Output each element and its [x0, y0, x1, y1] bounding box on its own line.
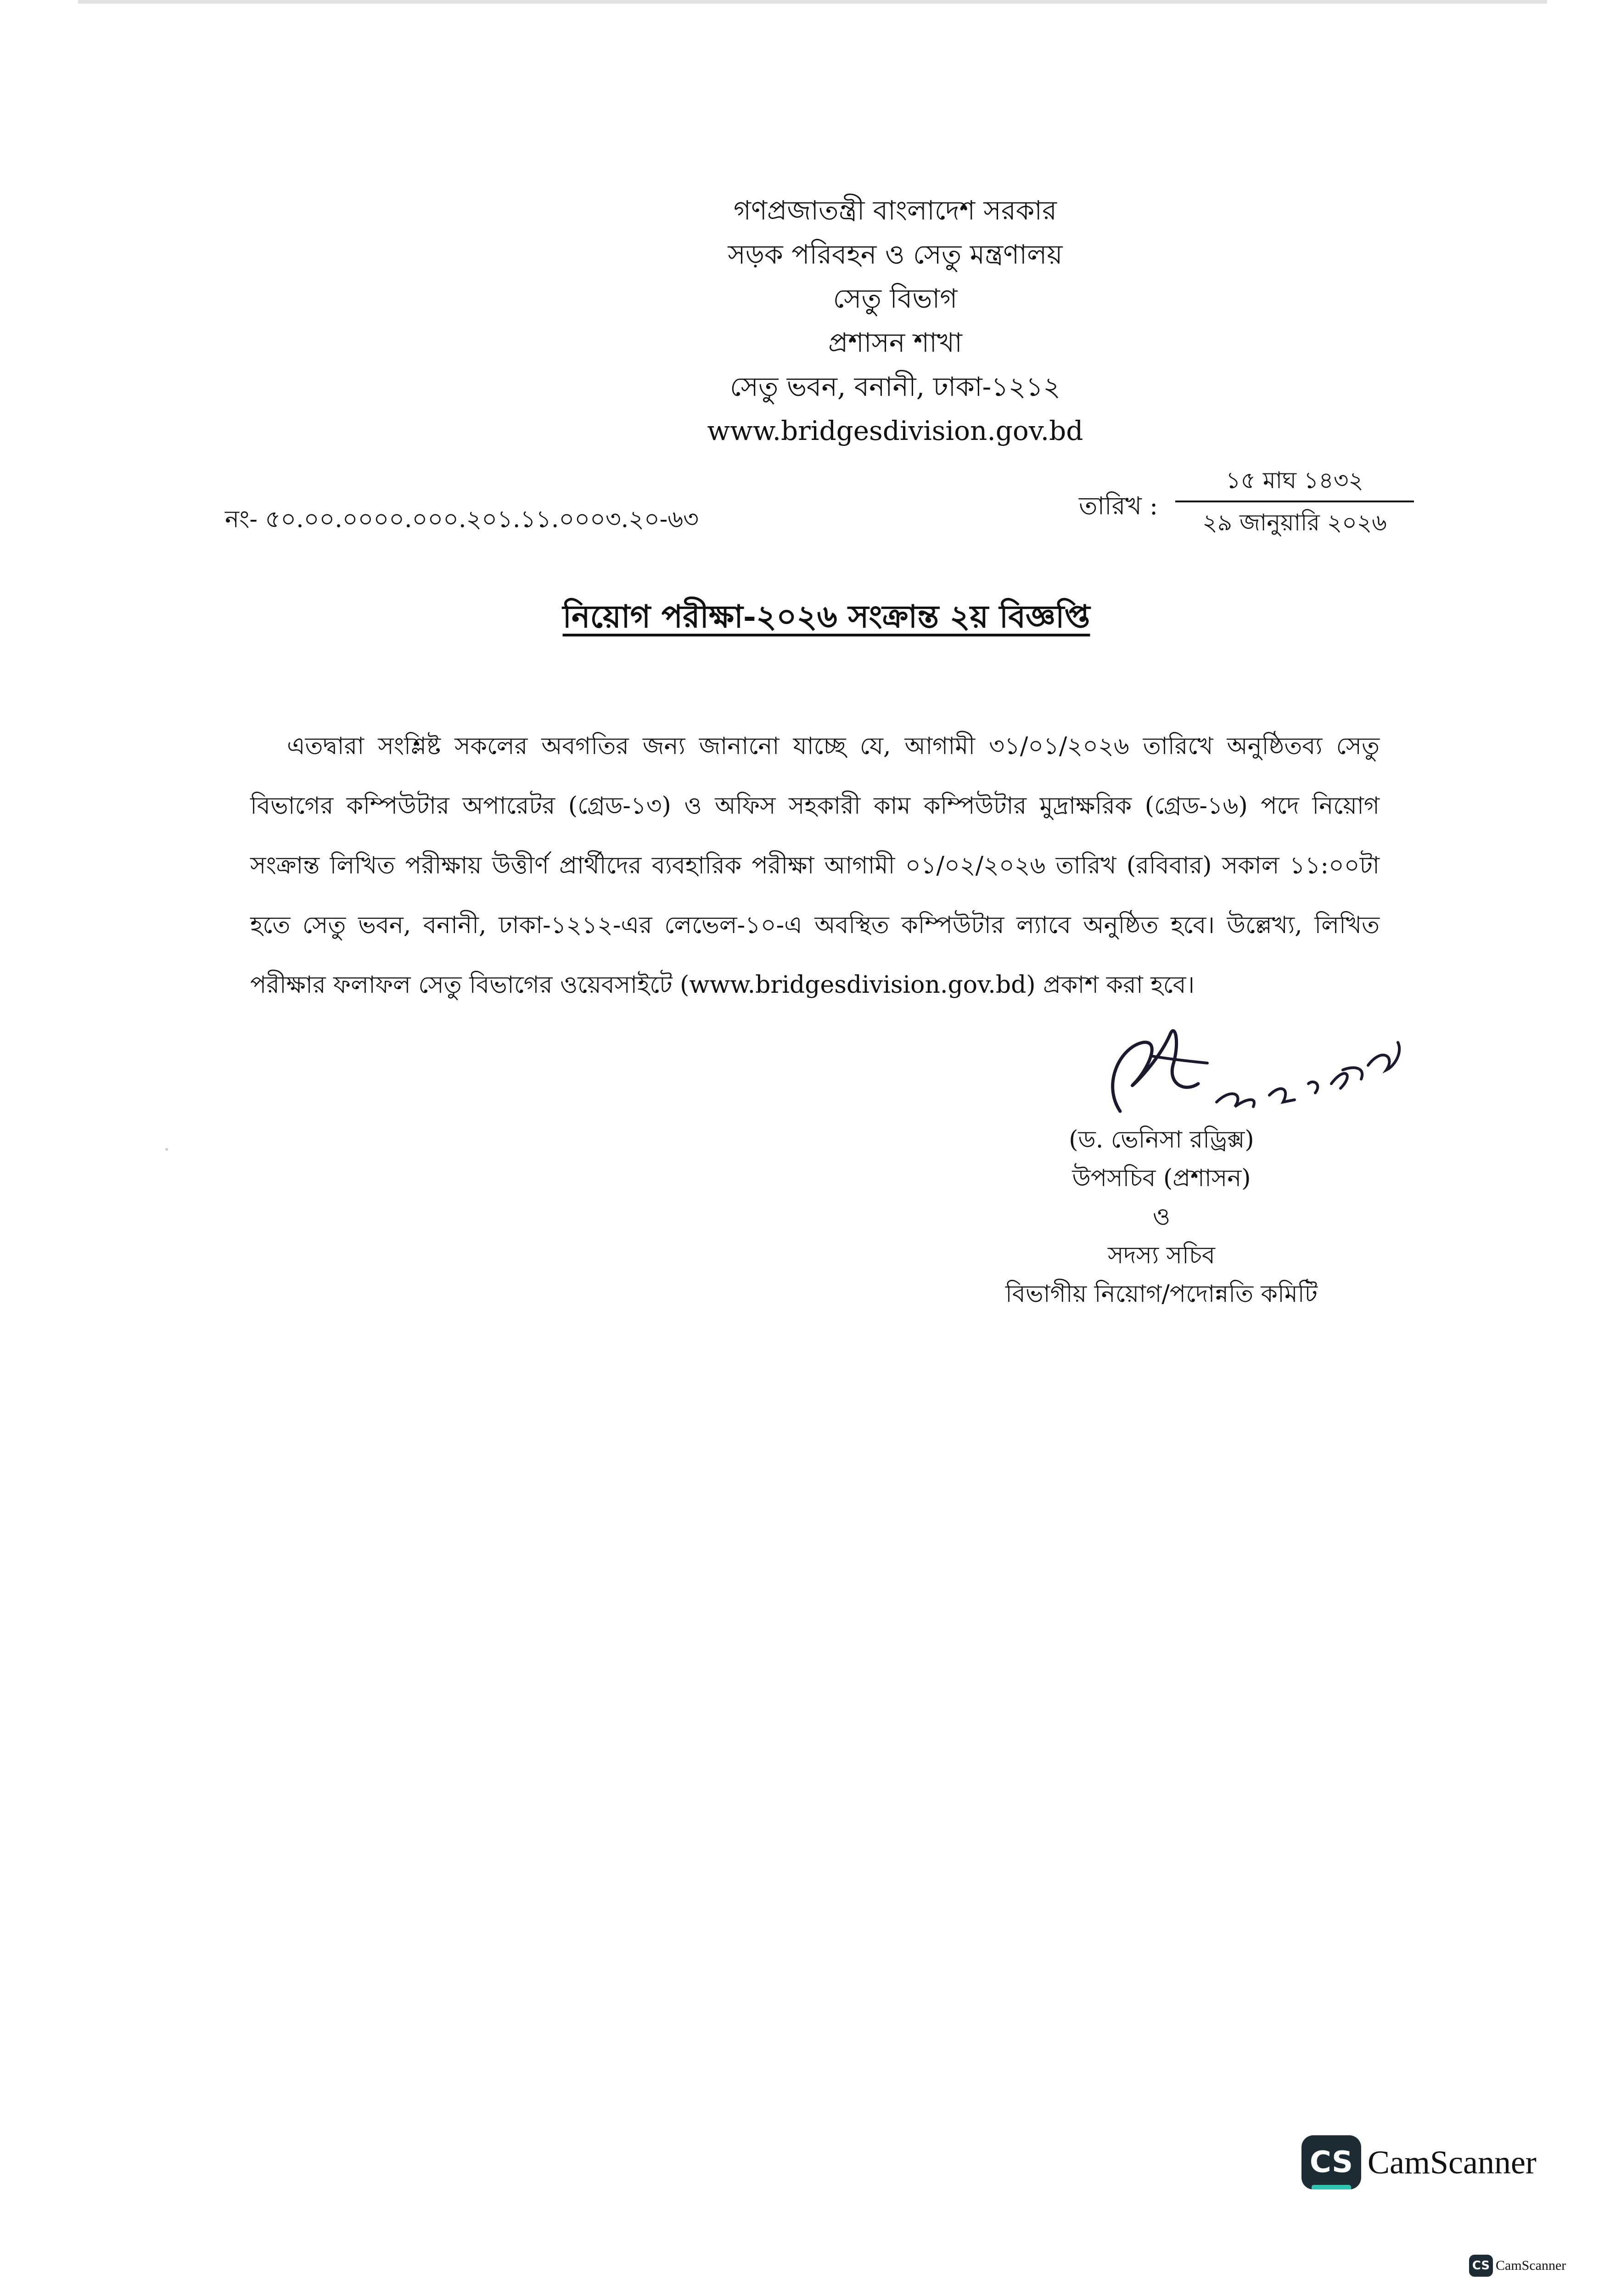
camscanner-small-logo-icon: CS [1469, 2255, 1493, 2277]
scan-speck [165, 1148, 168, 1151]
signatory-role: সদস্য সচিব [1108, 1242, 1215, 1269]
government-name: গণপ্রজাতন্ত্রী বাংলাদেশ সরকার [733, 195, 1057, 226]
ministry-name: সড়ক পরিবহন ও সেতু মন্ত্রণালয় [728, 239, 1063, 270]
camscanner-watermark [1301, 2135, 1537, 2189]
signatory-block [955, 1120, 1368, 1313]
signatory-name: (ড. ভেনিসা রড্রিক্স) [1069, 1126, 1254, 1154]
signatory-committee: বিভাগীয় নিয়োগ/পদোন্নতি কমিটি [1005, 1280, 1318, 1308]
division-name: সেতু বিভাগ [833, 283, 958, 314]
letterhead [519, 188, 1272, 453]
camscanner-small-watermark [1469, 2255, 1566, 2277]
date-english: ২৯ জানুয়ারি ২০২৬ [1202, 509, 1387, 536]
date-bangla: ১৫ মাঘ ১৪৩২ [1175, 464, 1414, 502]
signatory-designation: উপসচিব (প্রশাসন) [1072, 1165, 1251, 1192]
office-address: সেতু ভবন, বনানী, ঢাকা-১২১২ [730, 371, 1060, 402]
branch-name: প্রশাসন শাখা [828, 327, 962, 358]
notice-body: এতদ্বারা সংশ্লিষ্ট সকলের অবগতির জন্য জানানো যাচ্ছে যে, আগামী ৩১/০১/২০২৬ তারিখে অনুষ্ঠিতব্য সেতু বিভাগের কম্পিউটার অপারেটর (গ্রেড-১৩) ও অফিস সহকারী কাম কম্পিউটার মুদ্রাক্ষরিক (গ্রেড-১৬) পদে নিয়োগ সংক্রান্ত লিখিত পরীক্ষায় উত্তীর্ণ প্রার্থীদের ব্যবহারিক পরীক্ষা আগামী ০১/০২/২০২৬ তারিখ (রবিবার) সকাল ১১:০০টা হতে সেতু ভবন, বনানী, ঢাকা-১২১২-এর লেভেল-১০-এ অবস্থিত কম্পিউটার ল্যাবে অনুষ্ঠিত হবে। উল্লেখ্য, লিখিত পরীক্ষার ফলাফল সেতু বিভাগের ওয়েবসাইটে (www.bridgesdivision.gov.bd) প্রকাশ করা হবে। [250, 732, 1380, 999]
notice-title: নিয়োগ পরীক্ষা-২০২৬ সংক্রান্ত ২য় বিজ্ঞপ্তি [562, 598, 1090, 635]
camscanner-name: CamScanner [1368, 2144, 1537, 2181]
handwritten-signature [1093, 1015, 1405, 1125]
camscanner-logo-icon: CS [1301, 2135, 1361, 2189]
website-url: www.bridgesdivision.gov.bd [707, 415, 1083, 446]
signatory-conjunction: ও [1152, 1203, 1171, 1231]
memo-number: নং- ৫০.০০.০০০০.০০০.২০১.১১.০০০৩.২০-৬৩ [225, 506, 699, 533]
scan-top-edge [78, 0, 1547, 4]
date-label: তারিখ : [1079, 491, 1158, 520]
camscanner-small-name: CamScanner [1496, 2258, 1566, 2273]
date-block [1175, 464, 1414, 539]
